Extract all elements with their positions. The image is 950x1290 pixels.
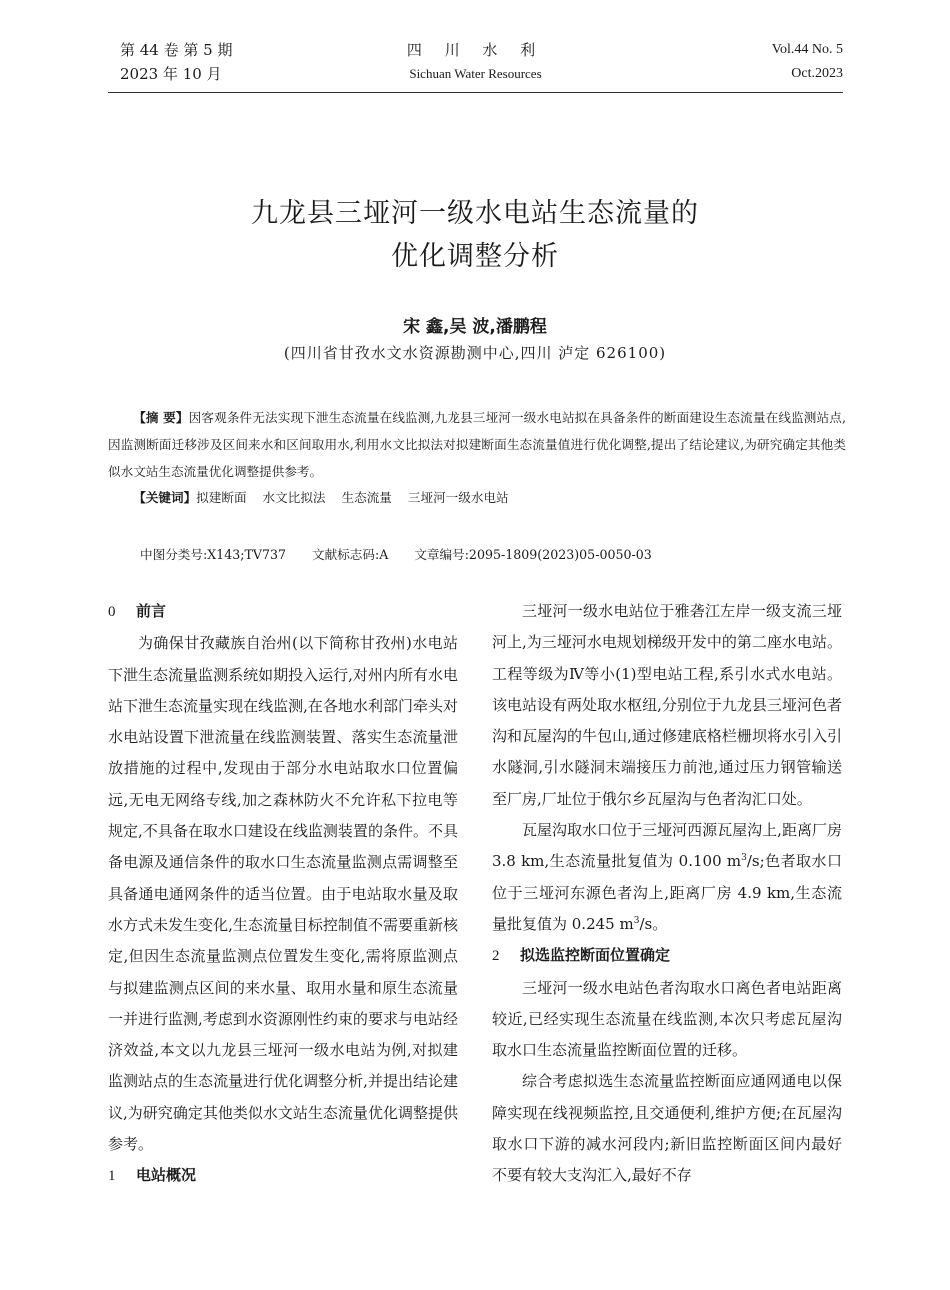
keywords-label: 【关键词】 <box>133 490 197 505</box>
affiliation: (四川省甘孜水文水资源勘测中心,四川 泸定 626100) <box>283 344 667 362</box>
header-right <box>772 38 843 86</box>
paragraph-station-overview: 三垭河一级水电站位于雅砻江左岸一级支流三垭河上,为三垭河水电规划梯级开发中的第二座水电站。工程等级为Ⅳ等小(1)型电站工程,系引水式水电站。该电站设有两处取水枢纽,分别位于九龙县三垭河色者沟和瓦屋沟的牛包山,通过修建底格栏栅坝将水引入引水隧洞,引水隧洞末端接压力前池,通过压力钢管输送至厂房,厂址位于俄尔乡瓦屋沟与色者沟汇口处。 <box>492 602 842 808</box>
right-column <box>492 596 842 1192</box>
keyword: 生态流量 <box>341 490 392 505</box>
clc-number: 中图分类号:X143;TV737 <box>140 547 286 562</box>
header-volume: 第 44 卷 第 5 期 <box>120 41 233 59</box>
paragraph-intake-flows: 瓦屋沟取水口位于三垭河西源瓦屋沟上,距离厂房 3.8 km,生态流量批复值为 0.100 $m^3/s$;色者取水口位于三垭河东源色者沟上,距离厂房 4.9 km,生态流量批复值为 0.245 $m^3/s$。 <box>492 821 842 933</box>
abstract <box>108 404 846 485</box>
keyword: 水文比拟法 <box>262 490 326 505</box>
paragraph-section-choice: 三垭河一级水电站色者沟取水口离色者电站距离较近,已经实现生态流量在线监测,本次只考虑瓦屋沟取水口生态流量监控断面位置的迁移。 <box>492 978 842 1060</box>
header-journal <box>108 38 843 86</box>
journal-name-en: Sichuan Water Resources <box>409 66 542 81</box>
paragraph-intro: 为确保甘孜藏族自治州(以下简称甘孜州)水电站下泄生态流量监测系统如期投入运行,对州内所有水电站下泄生态流量实现在线监测,在各地水利部门牵头对水电站设置下泄流量在线监测装置、落实生态流量泄放措施的过程中,发现由于部分水电站取水口位置偏远,无电无网络专线,加之森林防火不允许私下拉电等规定,不具备在取水口建设在线监测装置的条件。不具备电源及通信条件的取水口生态流量监测点需调整至具备通电通网条件的适当位置。由于电站取水量及取水方式未发生变化,生态流量目标控制值不需要重新核定,但因生态流量监测点位置发生变化,需将原监测点与拟建监测点区间的来水量、取用水量和原生态流量一并进行监测,考虑到水资源刚性约束的要求与电站经济效益,本文以九龙县三垭河一级水电站为例,对拟建监测站点的生态流量进行优化调整分析,并提出结论建议,为研究确定其他类似水文站生态流量优化调整提供参考。 <box>108 634 458 1154</box>
keyword: 三垭河一级水电站 <box>407 490 509 505</box>
title-line-2: 优化调整分析 <box>391 241 559 272</box>
section-heading: 2 拟选监控断面位置确定 <box>492 946 671 965</box>
running-header <box>108 38 843 94</box>
classification-line <box>140 544 652 563</box>
article-title <box>100 192 850 278</box>
title-line-1: 九龙县三垭河一级水电站生态流量的 <box>251 198 699 229</box>
keyword: 拟建断面 <box>196 490 247 505</box>
abstract-text: 因客观条件无法实现下泄生态流量在线监测,九龙县三垭河一级水电站拟在具备条件的断面建设生态流量在线监测站点,因监测断面迁移涉及区间来水和区间取用水,利用水文比拟法对拟建断面生态流量值进行优化调整,提出了结论建议,为研究确定其他类似水文站生态流量优化调整提供参考。 <box>108 410 846 479</box>
header-date-en: Oct.2023 <box>791 66 843 81</box>
journal-name-cn: 四 川 水 利 <box>406 41 545 59</box>
section-heading: 1 电站概况 <box>108 1166 197 1185</box>
header-date: 2023 年 10 月 <box>120 65 222 83</box>
abstract-label: 【摘 要】 <box>133 410 189 425</box>
header-rule <box>108 92 843 93</box>
authors: 宋 鑫,吴 波,潘鹏程 <box>403 317 547 337</box>
left-column <box>108 596 458 1193</box>
document-code: 文献标志码:A <box>312 547 389 562</box>
header-vol-en: Vol.44 No. 5 <box>771 42 843 57</box>
article-number: 文章编号:2095-1809(2023)05-0050-03 <box>414 547 652 562</box>
keywords <box>108 485 846 511</box>
section-heading: 0 前言 <box>108 602 167 620</box>
paragraph-criteria: 综合考虑拟选生态流量监控断面应通网通电以保障实现在线视频监控,且交通便利,维护方便;在瓦屋沟取水口下游的减水河段内;新旧监控断面区间内最好不要有较大支沟汇入,最好不存 <box>492 1072 842 1185</box>
